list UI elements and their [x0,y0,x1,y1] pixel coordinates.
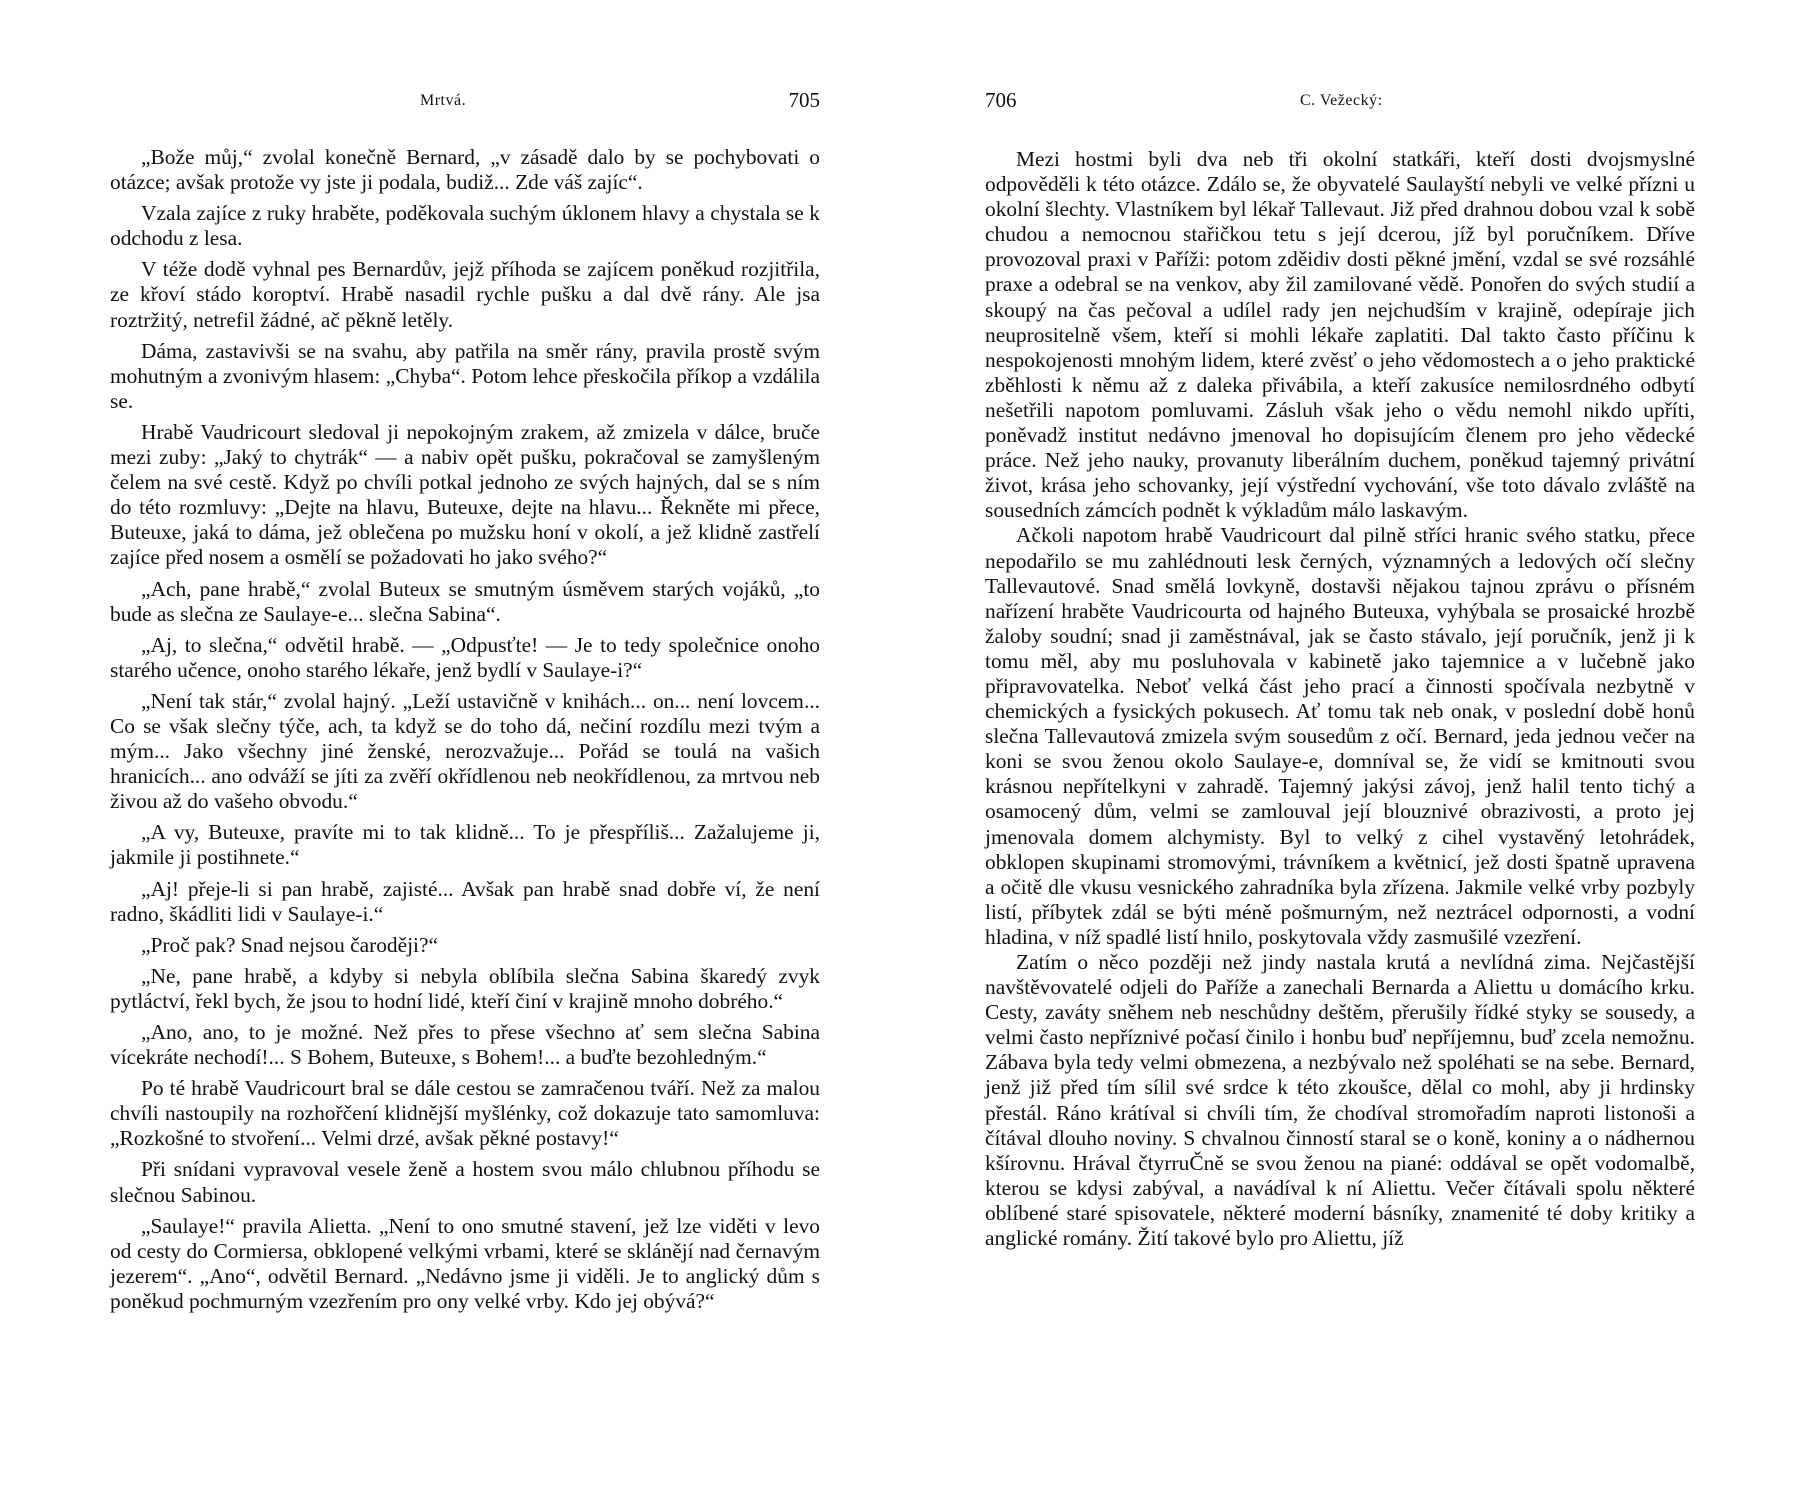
right-page [985,0,1695,1500]
paragraph: „Aj! přeje-li si pan hrabě, zajisté... Avšak pan hrabě snad dobře ví, že není radno, škádliti lidi v Saulaye-i.“ [110,876,820,926]
right-running-title: C. Vežecký: [1300,92,1383,109]
left-page [110,0,820,1500]
left-running-title: Mrtvá. [420,92,467,109]
paragraph: „Aj, to slečna,“ odvětil hrabě. — „Odpusťte! — Je to tedy společnice onoho starého učence, onoho starého lékaře, jenž bydlí v Saulaye-i?“ [110,632,820,682]
paragraph: „Saulaye!“ pravila Alietta. „Není to ono smutné stavení, jež lze viděti v levo od cesty do Cormiersa, obklopené velkými vrbami, které se sklánějí nad černavým jezerem“. „Ano“, odvětil Bernard. „Nedávno jsme ji viděli. Je to anglický dům s poněkud pochmurným vzezřením pro ony velké vrby. Kdo jej obývá?“ [110,1213,820,1313]
paragraph: Vzala zajíce z ruky hraběte, poděkovala suchým úklonem hlavy a chystala se k odchodu z lesa. [110,201,820,251]
paragraph: Při snídani vypravoval vesele ženě a hostem svou málo chlubnou příhodu se slečnou Sabinou. [110,1157,820,1207]
right-text-block [985,147,1695,1251]
right-running-header [985,88,1695,122]
paragraph: „Proč pak? Snad nejsou čaroději?“ [141,932,438,957]
paragraph: Dáma, zastavivši se na svahu, aby patřila na směr rány, pravila prostě svým mohutným a zvonivým hlasem: „Chyba“. Potom lehce přeskočila příkop a vzdálila se. [110,338,820,413]
paragraph: V téže dodě vyhnal pes Bernardův, jejž příhoda se zajícem poněkud rozjitřila, ze křoví stádo koroptví. Hrabě nasadil rychle pušku a dal dvě rány. Ale jsa roztržitý, netrefil žádné, ač pěkně letěly. [110,257,820,332]
paragraph: „Bože můj,“ zvolal konečně Bernard, „v zásadě dalo by se pochybovati o otázce; avšak protože vy jste ji podala, budiž... Zde váš zajíc“. [110,145,820,195]
paragraph: „Ne, pane hrabě, a kdyby si nebyla oblíbila slečna Sabina škaredý zvyk pytláctví, řekl bych, že jsou to hodní lidé, kteří činí v krajině mnoho dobrého.“ [110,963,820,1013]
right-page-number: 706 [985,88,1017,112]
paragraph: Ačkoli napotom hrabě Vaudricourt dal pilně stříci hranic svého statku, přece nepodařilo se mu zahlédnouti lesk černých, významných a ledových očí slečny Tallevautové. Snad smělá lovkyně, dostavši nějakou tajnou zprávu o přísném nařízení hraběte Vaudricourta od hajného Buteuxa, vyhýbala se prosaické hrozbě žaloby soudní; snad ji zaměstnával, jak se často stávalo, její poručník, jenž ji k tomu měl, aby mu posluhovala v kabinetě jako tajemnice a v lučebně jako připravovatelka. Neboť velká část jeho prací a činnosti spočívala nezbytně v chemických a fysických pokusech. Ať tomu tak neb onak, v poslední době honů slečna Tallevautová zmizela svým sousedům z očí. Bernard, jeda jednou večer na koni se svou ženou okolo Saulaye-e, domníval se, že vidí se kmitnouti svou krásnou nepřítelkyni v zahradě. Tajemný jakýsi závoj, jenž halil tento tichý a osamocený dům, velmi se zamlouval její blouznivé obrazivosti, a proto jej jmenovala domem alchymisty. Byl to velký z cihel vystavěný letohrádek, obklopen skupinami stromovými, trávníkem a květnicí, jež dosti špatně upravena a očitě dle vkusu vesnického zahradníka byla zřízena. Jakmile velké vrby pozbyly listí, příbytek zdál se býti méně pošmurným, než neztrácel odpornosti, a vodní hladina, v níž spadlé listí hnilo, poskytovala vždy zasmušilé vzezření. [985,523,1695,949]
left-text-block [110,145,820,1314]
paragraph: „A vy, Buteuxe, pravíte mi to tak klidně... To je přespříliš... Zažalujeme ji, jakmile ji postihnete.“ [110,820,820,870]
left-running-header [110,88,820,122]
left-page-number: 705 [788,88,820,112]
paragraph: Hrabě Vaudricourt sledoval ji nepokojným zrakem, až zmizela v dálce, bruče mezi zuby: „Jaký to chytrák“ — a nabiv opět pušku, pokračoval se zamyšleným čelem na své cestě. Když po chvíli potkal jednoho ze svých hajných, dal se s ním do této rozmluvy: „Dejte na hlavu, Buteuxe, dejte na hlavu... Řekněte mi přece, Buteuxe, jaká to dáma, jež oblečena po mužsku honí v okolí, a jež klidně zastřelí zajíce před nosem a osmělí se požadovati ho jako svého?“ [110,419,820,570]
paragraph: Zatím o něco později než jindy nastala krutá a nevlídná zima. Nejčastější navštěvovatelé odjeli do Paříže a zanechali Bernarda a Aliettu u domácího krku. Cesty, zaváty sněhem neb neschůdny deštěm, přerušily řídké styky se sousedy, a velmi často nepříznivé počasí činilo i honbu buď nepříjemnu, buď zcela nemožnu. Zábava byla tedy velmi obmezena, a nezbývalo než spoléhati se na sebe. Bernard, jenž již před tím sílil své srdce k této zkoušce, dělal co mohl, aby ji hrdinsky přestál. Ráno krátíval si chvíli tím, že chodíval stromořadím naproti listonoši a čítával dlouho noviny. S chvalnou činností staral se o koně, koniny a o nádhernou kšírovnu. Hrával čtyrruČně se svou ženou na piané: oddával se opět vodomalbě, kterou se kdysi zabýval, a navádíval k ní Aliettu. Večer čítávali spolu některé oblíbené staré spisovatele, některé moderní básníky, znamenité té doby kritiky a anglické romány. Žití takové bylo pro Aliettu, jíž [985,950,1695,1251]
paragraph: „Není tak stár,“ zvolal hajný. „Leží ustavičně v knihách... on... není lovcem... Co se však slečny týče, ach, ta když se do toho dá, nečiní rozdílu mezi tvým a mým... Jako všechny jiné ženské, nerozvažuje... Pořád se toulá na vašich hranicích... ano odváží se jíti za zvěří okřídlenou neb neokřídlenou, za mrtvou neb živou až do vašeho obvodu.“ [110,688,820,814]
paragraph: „Ach, pane hrabě,“ zvolal Buteux se smutným úsměvem starých vojáků, „to bude as slečna ze Saulaye-e... slečna Sabina“. [110,576,820,626]
paragraph: „Ano, ano, to je možné. Než přes to přese všechno ať sem slečna Sabina vícekráte nechodí!... S Bohem, Buteuxe, s Bohem!... a buďte bezohledným.“ [110,1020,820,1070]
paragraph: Po té hrabě Vaudricourt bral se dále cestou se zamračenou tváří. Než za malou chvíli nastoupily na rozhořčení klidnější myšlénky, což dokazuje tato samomluva: „Rozkošné to stvoření... Velmi drzé, avšak pěkné postavy!“ [110,1076,820,1151]
paragraph: Mezi hostmi byli dva neb tři okolní statkáři, kteří dosti dvojsmyslné odpověděli k této otázce. Zdálo se, že obyvatelé Saulayští nebyli ve velké přízni u okolní šlechty. Vlastníkem byl lékař Tallevaut. Již před drahnou dobou vzal k sobě chudou a nemocnou stařičkou tetu s její dcerou, jíž byl poručníkem. Dříve provozoval praxi v Paříži: potom zděidiv dosti pěkné jmění, vzdal se své rozsáhlé praxe a odebral se na venkov, aby žil zamilované vědě. Ponořen do svých studií a skoupý na čas pečoval a udílel rady jen nejchudším v krajině, odepíraje jich neuprositelně všem, kteří si mohli lékaře zaplatiti. Dal takto často příčinu k nespokojenosti mnohým lidem, které zvěsť o jeho vědomostech a o jeho praktické zběhlosti k němu až z daleka přivábila, a kteří zakusíce nemilosrdného odbytí nešetřili napotom pomluvami. Zásluh však jeho o vědu nemohl nikdo upříti, poněvadž institut nedávno jmenoval ho dopisujícím členem pro jeho vědecké práce. Než jeho nauky, provanuty liberálním duchem, poněkud tajemný privátní život, krása jeho schovanky, její výstřední vychování, vše toto dávalo zvláště na sousedních zámcích podnět k výkladům málo laskavým. [985,147,1695,523]
